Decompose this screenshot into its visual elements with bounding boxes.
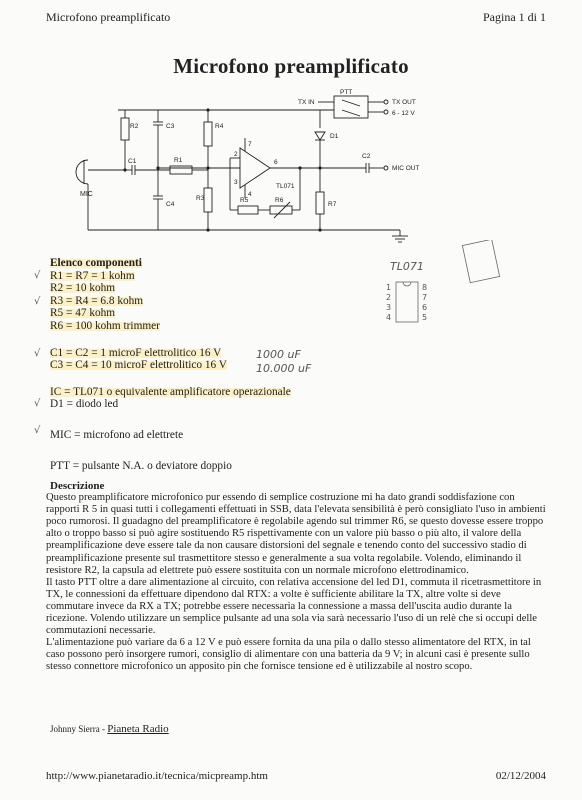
- label-r4: R4: [215, 123, 224, 130]
- pin-4: 4: [248, 191, 252, 198]
- label-r3: R3: [196, 195, 205, 202]
- pin-left-2: 2: [386, 293, 392, 302]
- pin-left-3: 3: [386, 303, 392, 312]
- author-name: Johnny Sierra -: [50, 724, 108, 734]
- pin-left-1: 1: [386, 283, 392, 292]
- description-paragraph: Questo preamplificatore microfonico pur essendo di semplice costruzione mi ha dato grandi soddisfazione con rapporti R 5 in quasi tutti i collegamenti effettuati in SSB, data l'elevata sensibilità è però consigliato l'uso in ambienti poco rumorosi. Il guadagno del preamplificatore è regolabile agendo sul trimmer R6, se questo dovesse essere troppo alto o troppo basso si può agire sostituendo R5 rispettivamente con un valore più basso o più alto, il valore della preamplificazione deve essere tale da non causare distorsioni del segnale e tenendo conto del successivo stadio di preamplificazione presente sul trasmettitore stesso e generalmente a sua volta regolabile. Volendo, eliminando il resistore R2, la capsula ad elettrete può essere sostituita con un normale microfono elettrodinamico.: [46, 492, 546, 576]
- label-c1: C1: [128, 158, 137, 165]
- component-item: R3 = R4 = 6.8 kohm: [50, 294, 144, 307]
- pin-7: 7: [248, 141, 252, 148]
- pin-right-7: 7: [422, 293, 428, 302]
- pin-right-5: 5: [422, 313, 428, 322]
- pin-left-4: 4: [386, 313, 392, 322]
- footer-url[interactable]: http://www.pianetaradio.it/tecnica/micpreamp.htm: [46, 770, 268, 782]
- component-item: PTT = pulsante N.A. o deviatore doppio: [50, 459, 232, 472]
- component-item: R5 = 47 kohm: [50, 307, 116, 320]
- label-c2: C2: [362, 153, 371, 160]
- label-r7: R7: [328, 201, 337, 208]
- header-left: Microfono preamplificato: [46, 10, 171, 24]
- label-r1: R1: [174, 157, 183, 164]
- components-list: [50, 257, 291, 472]
- handwritten-c3-note: 10.000 uF: [256, 362, 312, 375]
- check-mark: √: [34, 348, 41, 359]
- label-c4: C4: [166, 201, 175, 208]
- pin-6: 6: [274, 159, 278, 166]
- description-paragraph: L'alimentazione può variare da 6 a 12 V e può essere fornita da una pila o dallo stesso alimentatore del RTX, in tal caso possono però insorgere rumori, consiglio di alimentare con una batteria da 9 V; in alcuni casi è presente sullo stesso connettore microfonico un apposito pin che fornisce tensione ed è utilizzabile al nostro scopo.: [46, 637, 531, 673]
- check-mark: √: [34, 270, 41, 281]
- component-item: MIC = microfono ad elettrete: [50, 428, 184, 441]
- page-title: Microfono preamplificato: [173, 54, 409, 78]
- label-d1: D1: [330, 133, 339, 140]
- label-r6: R6: [275, 197, 284, 204]
- check-mark: √: [34, 398, 41, 409]
- component-item: C3 = C4 = 10 microF elettrolitico 16 V: [50, 359, 227, 372]
- pin-2: 2: [234, 151, 238, 158]
- component-item: D1 = diodo led: [50, 398, 119, 411]
- page-indicator: Pagina 1 di 1: [483, 10, 546, 24]
- components-heading: Elenco componenti: [50, 257, 142, 269]
- component-item: IC = TL071 o equivalente amplificatore operazionale: [50, 385, 291, 398]
- pin-right-8: 8: [422, 283, 428, 292]
- component-item: R1 = R7 = 1 kohm: [50, 269, 135, 282]
- pin-3: 3: [234, 179, 238, 186]
- site-name: Pianeta Radio: [107, 723, 169, 735]
- footer-date: 02/12/2004: [495, 770, 546, 782]
- check-mark: √: [34, 296, 41, 307]
- label-tx-in: TX IN: [298, 99, 315, 106]
- signature: [50, 723, 169, 735]
- handwritten-tl071: TL071: [390, 260, 424, 273]
- pin-right-6: 6: [422, 303, 428, 312]
- label-r2: R2: [130, 123, 139, 130]
- description-section: [46, 480, 546, 674]
- label-vcc: 6 - 12 V: [392, 110, 415, 117]
- label-tx-out: TX OUT: [392, 99, 416, 106]
- label-ptt: PTT: [340, 89, 353, 96]
- label-c3: C3: [166, 123, 175, 130]
- handwritten-c1-note: 1000 uF: [256, 348, 301, 361]
- component-item: C1 = C2 = 1 microF elettrolitico 16 V: [50, 346, 222, 359]
- handwritten-pinout-sketch: [360, 240, 560, 340]
- circuit-schematic: [70, 88, 450, 248]
- label-mic-out: MIC OUT: [392, 165, 420, 172]
- label-ic: TL071: [276, 183, 295, 190]
- component-item: R6 = 100 kohm trimmer: [50, 319, 160, 332]
- description-heading: Descrizione: [50, 480, 105, 492]
- check-mark: √: [34, 425, 41, 436]
- description-paragraph: Il tasto PTT oltre a dare alimentazione al circuito, con relativa accensione del led D1, commuta il ricetrasmettitore in TX, le connessioni da effettuare dipendono dal RTX: a volte è sufficiente abilitare la TX, altre volte si deve commutare invece da RX a TX; potrebbe essere necessaria la connessione a massa dell'uscita audio durante la ricezione. Volendo utilizzare un semplice pulsante ad una sola via sarà necessario l'uso di un relè che si occupi delle commutazioni necessarie.: [46, 576, 542, 637]
- label-r5: R5: [240, 197, 249, 204]
- label-mic: MIC: [80, 191, 93, 198]
- component-item: R2 = 10 kohm: [50, 282, 116, 295]
